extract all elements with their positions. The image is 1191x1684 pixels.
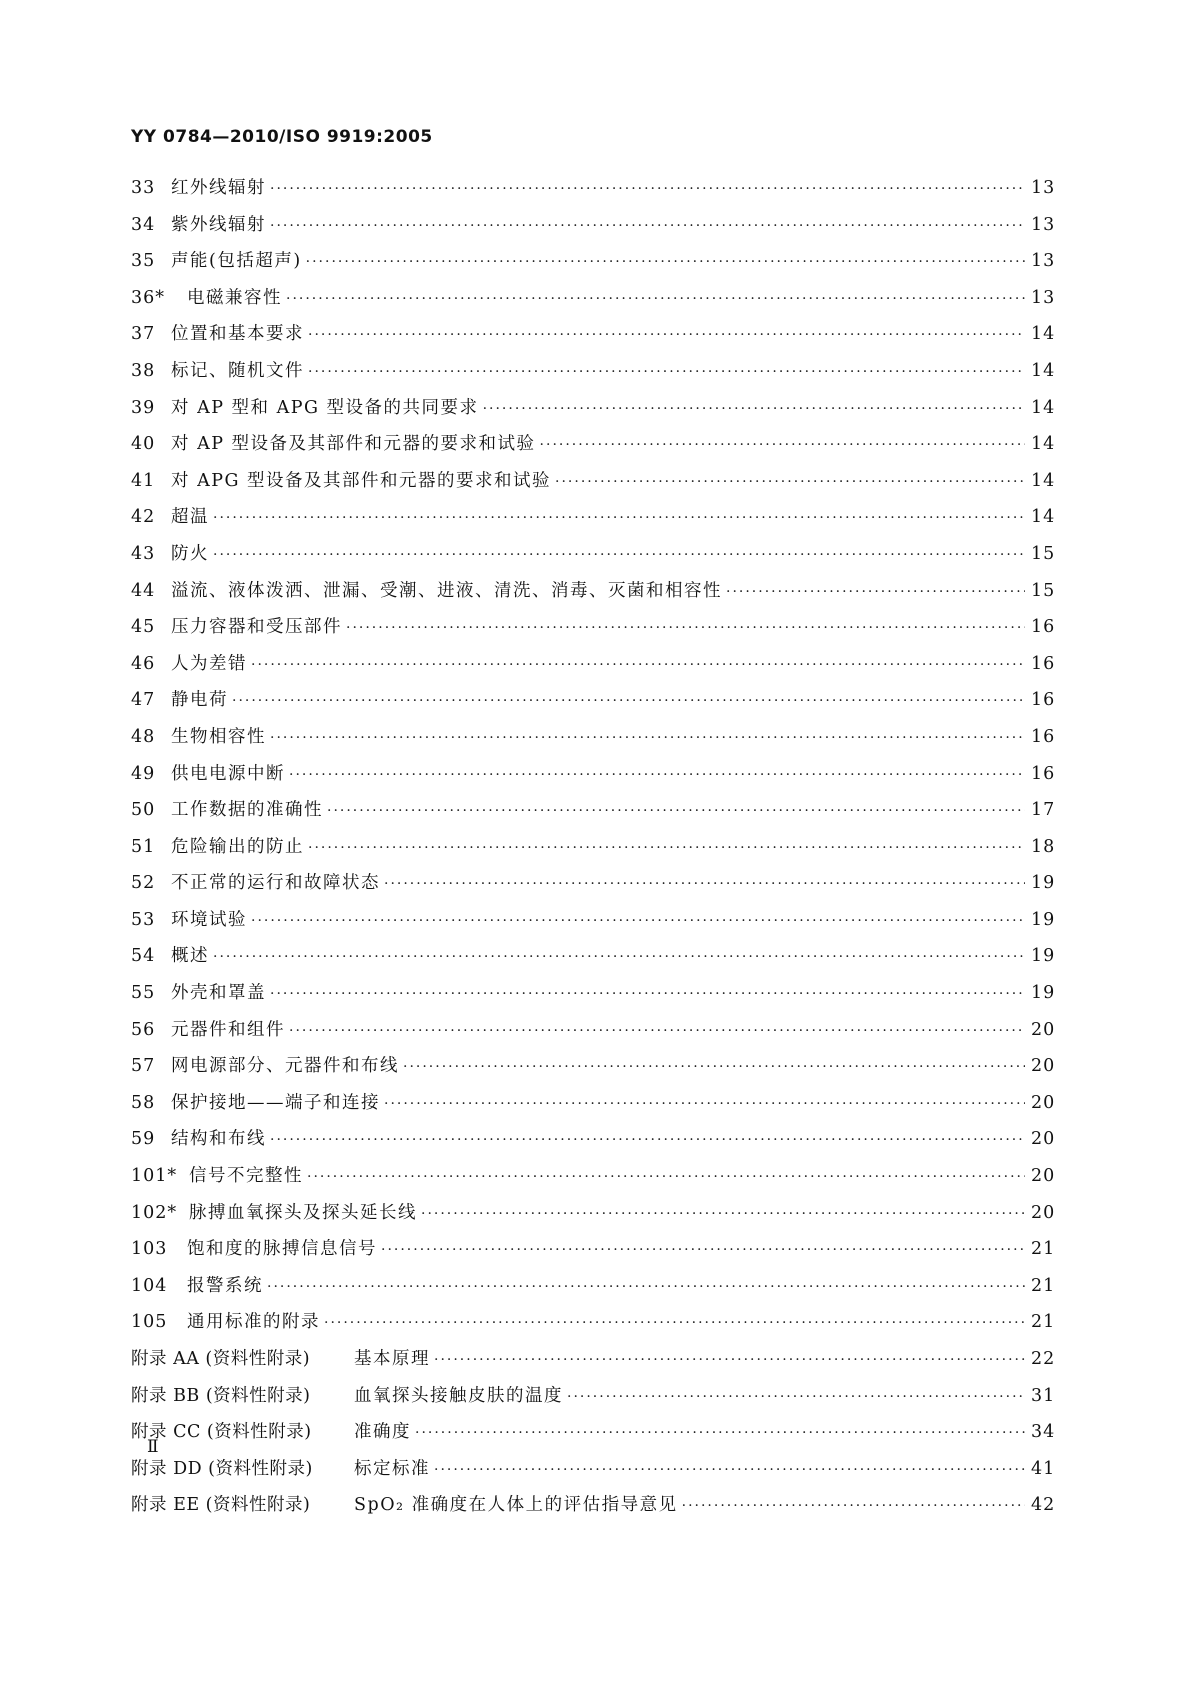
toc-entry-title: 危险输出的防止	[171, 836, 304, 857]
toc-entry-number: 44	[131, 580, 156, 601]
toc-entry[interactable]	[131, 434, 1055, 471]
toc-entry-title: 溢流、液体泼洒、泄漏、受潮、进液、清洗、消毒、灭菌和相容性	[171, 580, 722, 601]
toc-leader-dots	[267, 1277, 1025, 1297]
toc-leader-dots	[327, 801, 1025, 821]
toc-entry-title: 人为差错	[171, 653, 247, 674]
toc-entry-number: 55	[131, 983, 156, 1004]
toc-entry-page: 21	[1031, 1239, 1056, 1260]
toc-entry-title: 对 AP 型设备及其部件和元器的要求和试验	[171, 434, 536, 455]
toc-entry-page: 16	[1031, 726, 1056, 747]
toc-entry-page: 16	[1031, 653, 1056, 674]
toc-entry-number: 36*	[131, 287, 166, 308]
toc-entry-title: 脉搏血氧探头及探头延长线	[189, 1202, 417, 1223]
toc-entry-page: 22	[1031, 1349, 1056, 1369]
toc-entry-page: 15	[1031, 543, 1056, 564]
toc-entry[interactable]	[131, 837, 1055, 874]
toc-entry[interactable]	[131, 1459, 1055, 1496]
toc-entry-number: 42	[131, 507, 156, 528]
toc-entry[interactable]	[131, 1422, 1055, 1459]
toc-entry-title: 网电源部分、元器件和布线	[171, 1056, 399, 1077]
toc-entry-title: 对 APG 型设备及其部件和元器的要求和试验	[171, 470, 552, 491]
toc-entry-page: 21	[1031, 1275, 1056, 1296]
toc-entry[interactable]	[131, 800, 1055, 837]
toc-entry-title: 位置和基本要求	[171, 324, 304, 345]
toc-leader-dots	[270, 984, 1025, 1004]
toc-entry[interactable]	[131, 873, 1055, 910]
toc-entry-number: 46	[131, 653, 156, 674]
toc-entry-number: 56	[131, 1019, 156, 1040]
toc-leader-dots	[726, 582, 1025, 602]
toc-leader-dots	[270, 728, 1025, 748]
toc-entry-title: 超温	[171, 507, 209, 528]
toc-leader-dots	[307, 1167, 1025, 1187]
table-of-contents	[131, 178, 1055, 1532]
toc-entry[interactable]	[131, 398, 1055, 435]
toc-entry-page: 20	[1031, 1166, 1056, 1187]
toc-entry-title: SpO₂ 准确度在人体上的评估指导意见	[354, 1495, 678, 1516]
toc-leader-dots	[381, 1240, 1025, 1260]
toc-entry-page: 14	[1031, 470, 1056, 491]
toc-entry-number: 59	[131, 1129, 156, 1150]
toc-entry-page: 16	[1031, 763, 1056, 784]
toc-entry-page: 13	[1031, 251, 1056, 272]
toc-entry-number: 101*	[131, 1166, 178, 1187]
toc-entry[interactable]	[131, 1166, 1055, 1203]
toc-entry-page: 19	[1031, 909, 1056, 930]
toc-entry-number: 58	[131, 1092, 156, 1113]
toc-entry-number: 104	[131, 1275, 168, 1296]
toc-entry-page: 17	[1031, 800, 1056, 821]
toc-entry-number: 附录 EE (资料性附录)	[131, 1495, 311, 1516]
toc-entry-page: 18	[1031, 836, 1056, 857]
toc-leader-dots	[483, 399, 1025, 419]
toc-entry-page: 42	[1031, 1495, 1056, 1516]
toc-entry[interactable]	[131, 1020, 1055, 1057]
toc-leader-dots	[567, 1387, 1025, 1407]
toc-entry[interactable]	[131, 1312, 1055, 1349]
toc-entry-number: 102*	[131, 1202, 178, 1223]
toc-entry[interactable]	[131, 251, 1055, 288]
toc-leader-dots	[213, 947, 1025, 967]
toc-entry[interactable]	[131, 690, 1055, 727]
toc-entry-number: 40	[131, 434, 156, 455]
toc-entry-number: 57	[131, 1056, 156, 1077]
toc-entry-page: 13	[1031, 287, 1056, 308]
toc-entry[interactable]	[131, 1386, 1055, 1423]
toc-entry-number: 52	[131, 873, 156, 894]
toc-entry-page: 14	[1031, 397, 1056, 418]
toc-entry-page: 21	[1031, 1312, 1056, 1333]
toc-entry[interactable]	[131, 507, 1055, 544]
toc-entry-number: 37	[131, 324, 156, 345]
toc-entry-page: 41	[1031, 1458, 1056, 1479]
toc-leader-dots	[289, 1021, 1025, 1041]
toc-leader-dots	[286, 289, 1025, 309]
toc-leader-dots	[270, 179, 1025, 199]
toc-entry-page: 31	[1031, 1385, 1056, 1406]
toc-entry-title: 报警系统	[187, 1275, 263, 1296]
toc-entry-page: 14	[1031, 324, 1056, 345]
toc-entry-page: 20	[1031, 1019, 1056, 1040]
toc-leader-dots	[289, 765, 1025, 785]
toc-entry-title: 静电荷	[171, 690, 228, 711]
toc-entry-title: 紫外线辐射	[171, 214, 266, 235]
toc-leader-dots	[308, 325, 1025, 345]
toc-entry[interactable]	[131, 324, 1055, 361]
toc-leader-dots	[270, 1130, 1025, 1150]
toc-entry-number: 38	[131, 360, 156, 381]
toc-entry-title: 声能(包括超声)	[171, 251, 302, 272]
standard-number-header: YY 0784—2010/ISO 9919:2005	[131, 127, 433, 147]
toc-entry[interactable]	[131, 581, 1055, 618]
toc-entry-title: 结构和布线	[171, 1129, 266, 1150]
toc-entry[interactable]	[131, 288, 1055, 325]
toc-entry-number: 附录 DD (资料性附录)	[131, 1458, 313, 1479]
toc-entry-number: 49	[131, 763, 156, 784]
toc-entry[interactable]	[131, 617, 1055, 654]
toc-leader-dots	[270, 216, 1025, 236]
toc-entry-page: 20	[1031, 1202, 1056, 1223]
toc-entry[interactable]	[131, 361, 1055, 398]
toc-leader-dots	[232, 691, 1025, 711]
toc-entry-title: 对 AP 型和 APG 型设备的共同要求	[171, 397, 479, 418]
toc-entry-number: 43	[131, 543, 156, 564]
toc-entry-number: 53	[131, 909, 156, 930]
toc-entry-number: 41	[131, 470, 156, 491]
toc-leader-dots	[403, 1057, 1025, 1077]
toc-entry[interactable]	[131, 1239, 1055, 1276]
toc-entry-page: 20	[1031, 1129, 1056, 1150]
toc-entry-title: 电磁兼容性	[187, 287, 282, 308]
toc-leader-dots	[434, 1460, 1025, 1480]
toc-entry-title: 基本原理	[354, 1349, 430, 1369]
toc-entry-page: 16	[1031, 690, 1056, 711]
toc-entry-number: 47	[131, 690, 156, 711]
toc-entry-title: 环境试验	[171, 909, 247, 930]
toc-leader-dots	[682, 1496, 1025, 1516]
toc-entry[interactable]	[131, 1349, 1055, 1386]
toc-entry[interactable]	[131, 727, 1055, 764]
toc-leader-dots	[306, 252, 1025, 272]
toc-entry-page: 14	[1031, 434, 1056, 455]
toc-leader-dots	[346, 618, 1025, 638]
toc-entry-title: 概述	[171, 946, 209, 967]
toc-entry-title: 不正常的运行和故障状态	[171, 873, 380, 894]
toc-entry[interactable]	[131, 471, 1055, 508]
toc-entry[interactable]	[131, 215, 1055, 252]
toc-leader-dots	[324, 1313, 1025, 1333]
toc-entry-page: 16	[1031, 617, 1056, 638]
page-number: Ⅱ	[147, 1437, 160, 1457]
toc-entry[interactable]	[131, 910, 1055, 947]
toc-entry[interactable]	[131, 544, 1055, 581]
toc-entry-page: 15	[1031, 580, 1056, 601]
toc-entry-title: 准确度	[354, 1422, 411, 1443]
toc-leader-dots	[415, 1423, 1025, 1443]
toc-entry-number: 51	[131, 836, 156, 857]
toc-entry-title: 饱和度的脉搏信息信号	[187, 1239, 377, 1260]
toc-entry-page: 14	[1031, 507, 1056, 528]
toc-entry-number: 附录 BB (资料性附录)	[131, 1385, 311, 1406]
toc-leader-dots	[251, 655, 1025, 675]
toc-entry-number: 34	[131, 214, 156, 235]
toc-entry[interactable]	[131, 1056, 1055, 1093]
toc-entry[interactable]	[131, 983, 1055, 1020]
toc-leader-dots	[213, 508, 1025, 528]
toc-entry-title: 标定标准	[354, 1458, 430, 1479]
toc-entry-number: 39	[131, 397, 156, 418]
toc-entry[interactable]	[131, 1129, 1055, 1166]
toc-entry-title: 通用标准的附录	[187, 1312, 320, 1333]
toc-entry-number: 附录 AA (资料性附录)	[131, 1349, 311, 1369]
toc-leader-dots	[308, 838, 1025, 858]
toc-entry-title: 生物相容性	[171, 726, 266, 747]
toc-entry[interactable]	[131, 178, 1055, 215]
toc-leader-dots	[308, 362, 1025, 382]
toc-entry-title: 标记、随机文件	[171, 360, 304, 381]
toc-entry-title: 信号不完整性	[189, 1166, 303, 1187]
toc-entry-title: 血氧探头接触皮肤的温度	[354, 1385, 563, 1406]
toc-entry-title: 外壳和罩盖	[171, 983, 266, 1004]
toc-leader-dots	[555, 472, 1025, 492]
toc-entry-page: 19	[1031, 873, 1056, 894]
toc-entry-page: 34	[1031, 1422, 1056, 1443]
toc-leader-dots	[540, 435, 1025, 455]
toc-entry-title: 供电电源中断	[171, 763, 285, 784]
toc-entry-page: 13	[1031, 178, 1056, 198]
toc-leader-dots	[251, 911, 1025, 931]
toc-entry[interactable]	[131, 1203, 1055, 1240]
toc-entry-number: 45	[131, 617, 156, 638]
toc-entry-page: 20	[1031, 1092, 1056, 1113]
toc-entry-number: 103	[131, 1239, 168, 1260]
toc-entry-page: 20	[1031, 1056, 1056, 1077]
toc-entry[interactable]	[131, 654, 1055, 691]
toc-entry-page: 13	[1031, 214, 1056, 235]
toc-entry-page: 19	[1031, 946, 1056, 967]
toc-entry[interactable]	[131, 1093, 1055, 1130]
toc-entry-page: 14	[1031, 360, 1056, 381]
toc-entry-number: 35	[131, 251, 156, 272]
toc-leader-dots	[434, 1350, 1025, 1370]
toc-entry-number: 50	[131, 800, 156, 821]
toc-entry-title: 防火	[171, 543, 209, 564]
toc-entry[interactable]	[131, 1495, 1055, 1532]
toc-leader-dots	[384, 874, 1025, 894]
toc-entry-title: 保护接地——端子和连接	[171, 1092, 380, 1113]
toc-entry-title: 压力容器和受压部件	[171, 617, 342, 638]
toc-entry-number: 33	[131, 178, 156, 198]
toc-leader-dots	[421, 1204, 1025, 1224]
toc-entry-page: 19	[1031, 983, 1056, 1004]
toc-entry-title: 元器件和组件	[171, 1019, 285, 1040]
toc-leader-dots	[384, 1094, 1025, 1114]
toc-leader-dots	[213, 545, 1025, 565]
toc-entry-number: 105	[131, 1312, 168, 1333]
toc-entry-number: 54	[131, 946, 156, 967]
toc-entry[interactable]	[131, 764, 1055, 801]
toc-entry-title: 工作数据的准确性	[171, 800, 323, 821]
toc-entry[interactable]	[131, 946, 1055, 983]
toc-entry[interactable]	[131, 1276, 1055, 1313]
toc-entry-title: 红外线辐射	[171, 178, 266, 198]
toc-entry-number: 附录 CC (资料性附录)	[131, 1422, 312, 1443]
toc-entry-number: 48	[131, 726, 156, 747]
